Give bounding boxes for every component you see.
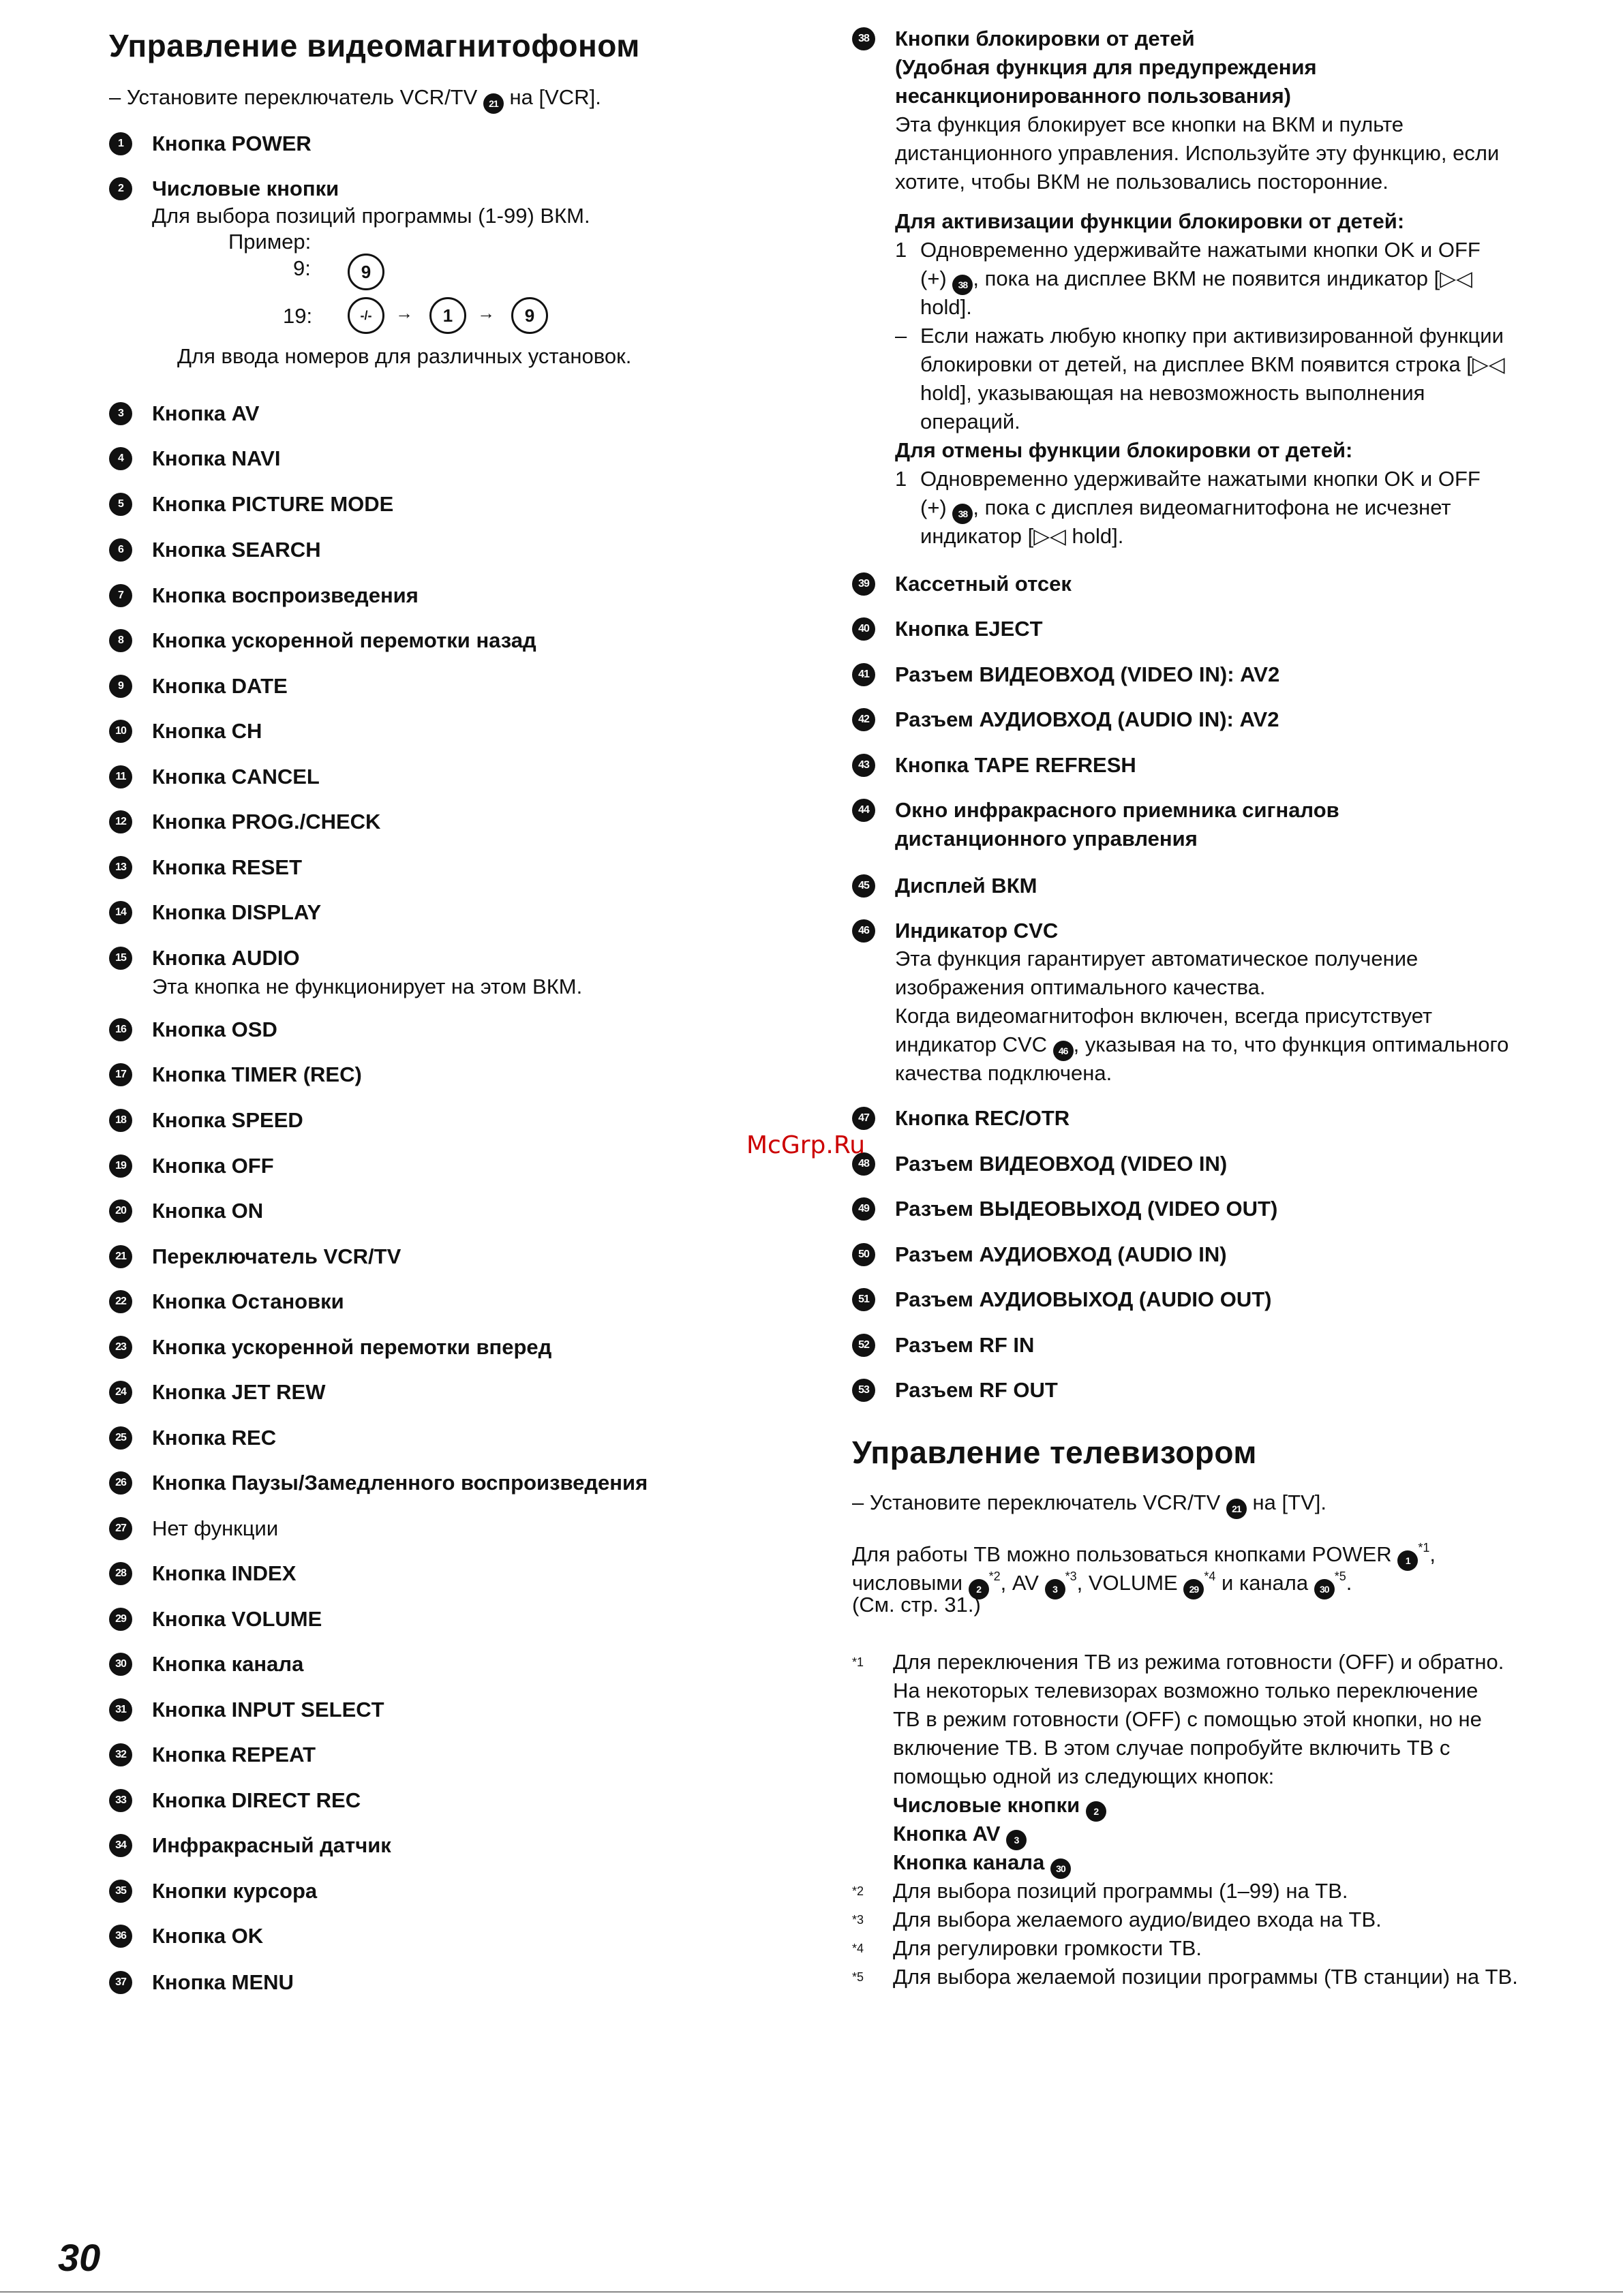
- ref-circle: 30: [1050, 1858, 1071, 1879]
- item-label: Кнопка канала: [152, 1652, 304, 1676]
- item-label: Инфракрасный датчик: [152, 1833, 391, 1857]
- ref-circle: 21: [1226, 1499, 1247, 1519]
- item-label: Кнопка TIMER (REC): [152, 1062, 362, 1086]
- item-number: 46: [852, 919, 875, 943]
- cancel-title: Для отмены функции блокировки от детей:: [895, 438, 1353, 462]
- ref-circle: 21: [483, 93, 504, 114]
- item-number: 22: [109, 1290, 132, 1313]
- item-number: 51: [852, 1288, 875, 1311]
- item-number: 1: [109, 132, 132, 155]
- item-label: Переключатель VCR/TV: [152, 1244, 401, 1268]
- item-number: 14: [109, 901, 132, 924]
- item-label: Кнопка CH: [152, 719, 262, 743]
- item-label: Разъем ВИДЕОВХОД (VIDEO IN): [895, 1152, 1228, 1176]
- ref-circle: 38: [952, 275, 973, 295]
- item-label: Кнопка Паузы/Замедленного воспроизведения: [152, 1471, 648, 1495]
- item-label: Кнопка OK: [152, 1924, 264, 1948]
- item-label: Кнопка INDEX: [152, 1561, 297, 1585]
- arrow-icon: →: [395, 303, 413, 323]
- item-number: 42: [852, 708, 875, 731]
- item-label: Кнопки курсора: [152, 1879, 318, 1903]
- item-number: 4: [109, 447, 132, 470]
- item-number: 33: [109, 1789, 132, 1812]
- item-label: Разъем RF OUT: [895, 1378, 1058, 1402]
- item-number: 6: [109, 538, 132, 562]
- vcr-section-title: Управление видеомагнитофоном: [109, 28, 640, 63]
- item-number: 7: [109, 584, 132, 607]
- item-label: Кнопка POWER: [152, 132, 312, 155]
- item-number: 49: [852, 1197, 875, 1221]
- ref-circle: 3: [1045, 1579, 1065, 1599]
- item-number: 48: [852, 1152, 875, 1176]
- item-number: 31: [109, 1698, 132, 1721]
- item-number: 45: [852, 874, 875, 898]
- item-label: Разъем RF IN: [895, 1333, 1035, 1357]
- item-label: Кнопка SEARCH: [152, 538, 321, 562]
- item-label: Кнопка AUDIO: [152, 946, 300, 970]
- item-number: 12: [109, 810, 132, 833]
- digit-9-key: 9: [348, 254, 384, 290]
- dash-dash-key: -/-: [348, 297, 384, 334]
- item-number: 21: [109, 1245, 132, 1268]
- item-label: Разъем ВИДЕОВХОД (VIDEO IN): AV2: [895, 662, 1280, 686]
- tv-instruction: – Установите переключатель VCR/TV 21 на [TV].: [852, 1488, 1326, 1519]
- item-label: Кнопка DATE: [152, 674, 288, 698]
- example1-label: 9:: [293, 256, 311, 280]
- item-number: 43: [852, 754, 875, 777]
- item-number: 9: [109, 675, 132, 698]
- item-number: 17: [109, 1063, 132, 1086]
- item-label: Дисплей ВКМ: [895, 874, 1037, 898]
- item-number: 27: [109, 1517, 132, 1540]
- item-label-cont: дистанционного управления: [895, 827, 1198, 851]
- item-number: 35: [109, 1880, 132, 1903]
- example-label: Пример:: [228, 230, 312, 254]
- item-number: 13: [109, 856, 132, 879]
- ref-circle: 30: [1314, 1579, 1335, 1599]
- ref-circle: 1: [1397, 1550, 1418, 1571]
- item-number: 53: [852, 1379, 875, 1402]
- numeric-outro: Для ввода номеров для различных установок.: [177, 344, 632, 368]
- item-label: Окно инфракрасного приемника сигналов: [895, 798, 1339, 822]
- item-label: Кнопка воспроизведения: [152, 583, 419, 607]
- item-label: Кнопка VOLUME: [152, 1607, 322, 1631]
- item-label: Кнопка NAVI: [152, 446, 281, 470]
- example2-label: 19:: [283, 304, 313, 328]
- item-label: Кнопка SPEED: [152, 1108, 303, 1132]
- item-label: Кнопка REPEAT: [152, 1743, 316, 1766]
- item-number: 25: [109, 1426, 132, 1450]
- item-number: 19: [109, 1154, 132, 1178]
- item-label: Кнопка AV: [152, 401, 260, 425]
- digit-1-key: 1: [429, 297, 466, 334]
- item-label: Кнопка CANCEL: [152, 765, 320, 789]
- item-number: 47: [852, 1107, 875, 1130]
- item-number: 15: [109, 947, 132, 970]
- item-label: Кнопка MENU: [152, 1970, 294, 1994]
- digit-9-key: 9: [511, 297, 548, 334]
- item-number: 28: [109, 1562, 132, 1585]
- item-number: 29: [109, 1608, 132, 1631]
- ref-circle: 2: [1086, 1801, 1106, 1822]
- item-number: 34: [109, 1834, 132, 1857]
- item-label: Кассетный отсек: [895, 572, 1072, 596]
- tv-section-title: Управление телевизором: [852, 1435, 1257, 1470]
- arrow-icon: →: [477, 303, 495, 323]
- item-label: Кнопка RESET: [152, 855, 303, 879]
- tv-see-page: (См. стр. 31.): [852, 1593, 981, 1617]
- item-number: 39: [852, 572, 875, 596]
- ref-circle: 46: [1053, 1041, 1074, 1061]
- item-number: 38: [852, 27, 875, 50]
- bottom-rule: [0, 2291, 1623, 2293]
- item-label: Разъем АУДИОВХОД (AUDIO IN): AV2: [895, 707, 1279, 731]
- item-number: 20: [109, 1199, 132, 1223]
- item-label: Индикатор CVC: [895, 919, 1059, 943]
- ref-circle: 2: [969, 1579, 989, 1599]
- item-number: 32: [109, 1743, 132, 1766]
- item-label: Разъем АУДИОВХОД (AUDIO IN): [895, 1242, 1227, 1266]
- item-number: 41: [852, 663, 875, 686]
- item-label: Кнопка PICTURE MODE: [152, 492, 394, 516]
- item-label: Кнопка REC: [152, 1426, 277, 1450]
- item-number: 3: [109, 402, 132, 425]
- item-label: Кнопка DISPLAY: [152, 900, 322, 924]
- ref-circle: 29: [1183, 1579, 1204, 1599]
- item-number: 10: [109, 720, 132, 743]
- item-label: Кнопка INPUT SELECT: [152, 1698, 384, 1721]
- page-number: 30: [58, 2236, 101, 2279]
- item-label: Кнопка ускоренной перемотки вперед: [152, 1335, 552, 1359]
- item-label: Нет функции: [152, 1516, 279, 1540]
- vcr-instruction: – Установите переключатель VCR/TV 21 на [VCR].: [109, 83, 601, 114]
- item-number: 37: [109, 1971, 132, 1994]
- item-number: 18: [109, 1109, 132, 1132]
- item-label: Кнопка OFF: [152, 1154, 274, 1178]
- ref-circle: 38: [952, 504, 973, 524]
- item-number: 11: [109, 765, 132, 789]
- item-number: 40: [852, 617, 875, 641]
- item-number: 26: [109, 1471, 132, 1495]
- item-label: Кнопка EJECT: [895, 617, 1043, 641]
- watermark: McGrp.Ru: [746, 1131, 866, 1159]
- item-number: 8: [109, 629, 132, 652]
- item-label: Кнопки блокировки от детей: [895, 27, 1195, 50]
- item-number: 2: [109, 177, 132, 200]
- tv-paragraph-line2: числовыми 2$^{*2}$, AV 3$^{*3}$, VOLUME 29$^{*4}$ и канала 30$^{*5}$.: [852, 1562, 1352, 1599]
- item-number: 36: [109, 1925, 132, 1948]
- numeric-desc: Для выбора позиций программы (1-99) ВКМ.: [152, 204, 590, 228]
- item-label: Кнопка Остановки: [152, 1289, 344, 1313]
- item-description: Эта кнопка не функционирует на этом ВКМ.: [152, 975, 583, 998]
- activate-title: Для активизации функции блокировки от детей:: [895, 209, 1405, 233]
- item-number: 44: [852, 799, 875, 822]
- tv-paragraph-line1: Для работы ТВ можно пользоваться кнопками POWER 1$^{*1}$,: [852, 1533, 1436, 1571]
- item-label: Кнопка ускоренной перемотки назад: [152, 628, 536, 652]
- item-number: 30: [109, 1653, 132, 1676]
- item-label: Разъем ВЫДЕОВЫХОД (VIDEO OUT): [895, 1197, 1278, 1221]
- item-label: Кнопка REC/OTR: [895, 1106, 1070, 1130]
- item-label: Кнопка PROG./CHECK: [152, 810, 381, 833]
- item-number: 52: [852, 1334, 875, 1357]
- item-label: Кнопка TAPE REFRESH: [895, 753, 1136, 777]
- item-label: Кнопка OSD: [152, 1017, 277, 1041]
- item-number: 50: [852, 1243, 875, 1266]
- item-label: Числовые кнопки: [152, 177, 339, 200]
- item-label: Разъем АУДИОВЫХОД (AUDIO OUT): [895, 1287, 1272, 1311]
- item-number: 23: [109, 1336, 132, 1359]
- item-label: Кнопка DIRECT REC: [152, 1788, 361, 1812]
- ref-circle: 3: [1006, 1830, 1027, 1850]
- item-label: Кнопка JET REW: [152, 1380, 326, 1404]
- item-number: 24: [109, 1381, 132, 1404]
- item-number: 16: [109, 1018, 132, 1041]
- item-label: Кнопка ON: [152, 1199, 264, 1223]
- item-number: 5: [109, 493, 132, 516]
